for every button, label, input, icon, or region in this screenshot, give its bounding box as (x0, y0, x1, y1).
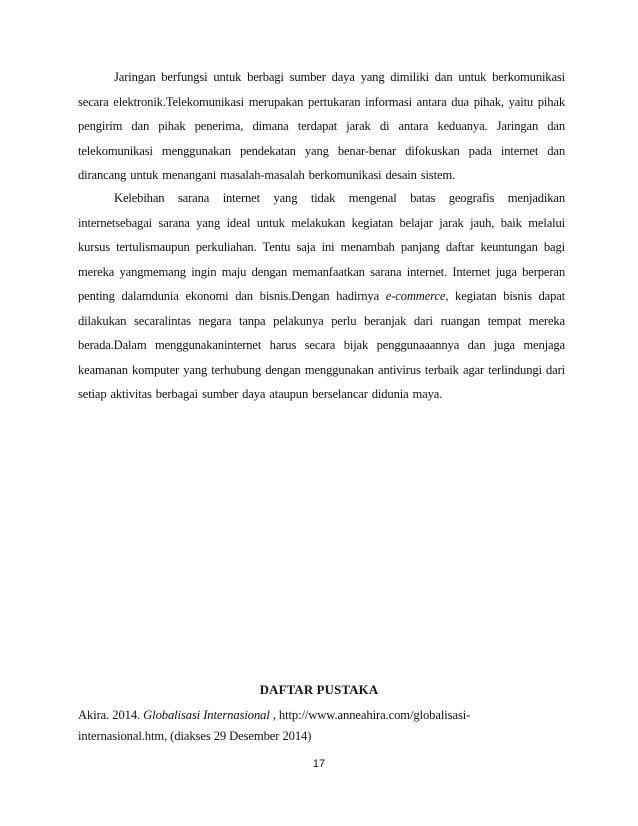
reference-title: Globalisasi Internasional (143, 708, 270, 722)
paragraph-networking-text: Jaringan berfungsi untuk berbagi sumber daya yang dimiliki dan untuk berkomunikasi secara elektronik.Telekomunikasi merupakan pertukaran informasi antara dua pihak, yaitu pihak pengirim dan pihak penerima, dimana terdapat jarak di antara keduanya. Jaringan dan telekomunikasi menggunakan pendekatan yang benar-benar difokuskan pada internet dan dirancang untuk menangani masalah-masalah berkomunikasi desain sistem. (78, 70, 565, 182)
paragraph-advantages-text-before: Kelebihan sarana internet yang tidak mengenal batas geografis menjadikan internetsebagai sarana yang ideal untuk melakukan kegiatan belajar jarak jauh, baik melalui kursus tertulismaupun perkuliahan. Tentu saja ini menambah panjang daftar keuntungan bagi mereka yangmemang ingin maju dengan memanfaatkan sarana internet. Internet juga berperan penting dalamdunia ekonomi dan bisnis.Dengan hadirnya (78, 191, 565, 303)
paragraph-internet-advantages (78, 186, 565, 407)
page-number: 17 (312, 758, 326, 770)
references-heading: DAFTAR PUSTAKA (259, 683, 379, 697)
reference-author-year: Akira. 2014. (78, 708, 141, 722)
ecommerce-term: e-commerce (385, 289, 446, 303)
paragraph-networking (78, 65, 565, 188)
reference-entry (78, 705, 558, 747)
reference-details: , http://www.anneahira.com/globalisasi-internasional.htm, (diakses 29 Desember 2014) (78, 708, 471, 743)
paragraph-advantages-text-after: , kegiatan bisnis dapat dilakukan secaralintas negara tanpa pelakunya perlu beranjak dari ruangan tempat mereka berada.Dalam menggunakaninternet harus secara bijak penggunaaannya dan juga menjaga keamanan komputer yang terhubung dengan menggunakan antivirus terbaik agar terlindungi dari setiap aktivitas berbagai sumber daya ataupun berselancar didunia maya. (78, 289, 566, 401)
